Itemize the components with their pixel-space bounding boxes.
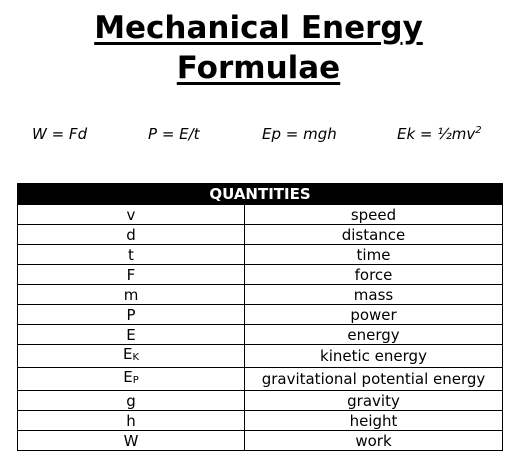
symbol-cell: P	[18, 305, 245, 325]
symbol-cell	[18, 368, 245, 391]
table-row	[18, 391, 503, 411]
quantity-cell: speed	[245, 205, 503, 225]
symbol-cell: F	[18, 265, 245, 285]
symbol-cell: E	[18, 325, 245, 345]
table-row	[18, 368, 503, 391]
table-row	[18, 245, 503, 265]
quantity-cell: kinetic energy	[245, 345, 503, 368]
formula-kinetic-energy-text: Ek = ½mv	[397, 125, 476, 143]
quantity-cell: height	[245, 411, 503, 431]
symbol-cell: t	[18, 245, 245, 265]
page-title-line-1: Mechanical Energy	[94, 10, 423, 46]
formula-power	[148, 125, 200, 143]
table-row	[18, 205, 503, 225]
quantity-cell: work	[245, 431, 503, 451]
table-row	[18, 305, 503, 325]
formula-potential-energy-text: Ep = mgh	[262, 125, 337, 143]
table-header-row	[18, 184, 503, 205]
formula-work	[32, 125, 87, 143]
symbol-cell: d	[18, 225, 245, 245]
table-row	[18, 265, 503, 285]
table-row	[18, 225, 503, 245]
quantity-cell: power	[245, 305, 503, 325]
symbol-cell: g	[18, 391, 245, 411]
symbol-base: E	[122, 345, 133, 363]
symbol-cell: v	[18, 205, 245, 225]
table-header: QUANTITIES	[18, 184, 503, 205]
formula-kinetic-energy	[397, 125, 482, 143]
quantities-table	[17, 183, 503, 451]
formula-power-text: P = E/t	[148, 125, 200, 143]
formula-kinetic-energy-exponent: 2	[475, 125, 482, 136]
quantity-cell: distance	[245, 225, 503, 245]
symbol-cell: W	[18, 431, 245, 451]
table-row	[18, 285, 503, 305]
symbol-base: E	[123, 368, 133, 386]
table-row	[18, 411, 503, 431]
symbol-cell	[18, 345, 245, 368]
symbol-cell: h	[18, 411, 245, 431]
quantity-cell: mass	[245, 285, 503, 305]
quantity-cell: time	[245, 245, 503, 265]
page-title	[0, 8, 517, 88]
symbol-subscript: K	[132, 352, 140, 363]
quantity-cell: gravity	[245, 391, 503, 411]
formula-work-text: W = Fd	[32, 125, 88, 143]
quantity-cell: gravitational potential energy	[245, 368, 503, 391]
symbol-subscript: P	[132, 375, 139, 386]
symbol-cell: m	[18, 285, 245, 305]
table-row	[18, 345, 503, 368]
formula-row	[0, 125, 517, 147]
formula-potential-energy	[262, 125, 337, 143]
quantity-cell: force	[245, 265, 503, 285]
quantity-cell: energy	[245, 325, 503, 345]
table-row	[18, 431, 503, 451]
table-row	[18, 325, 503, 345]
page-title-line-2: Formulae	[176, 50, 341, 86]
